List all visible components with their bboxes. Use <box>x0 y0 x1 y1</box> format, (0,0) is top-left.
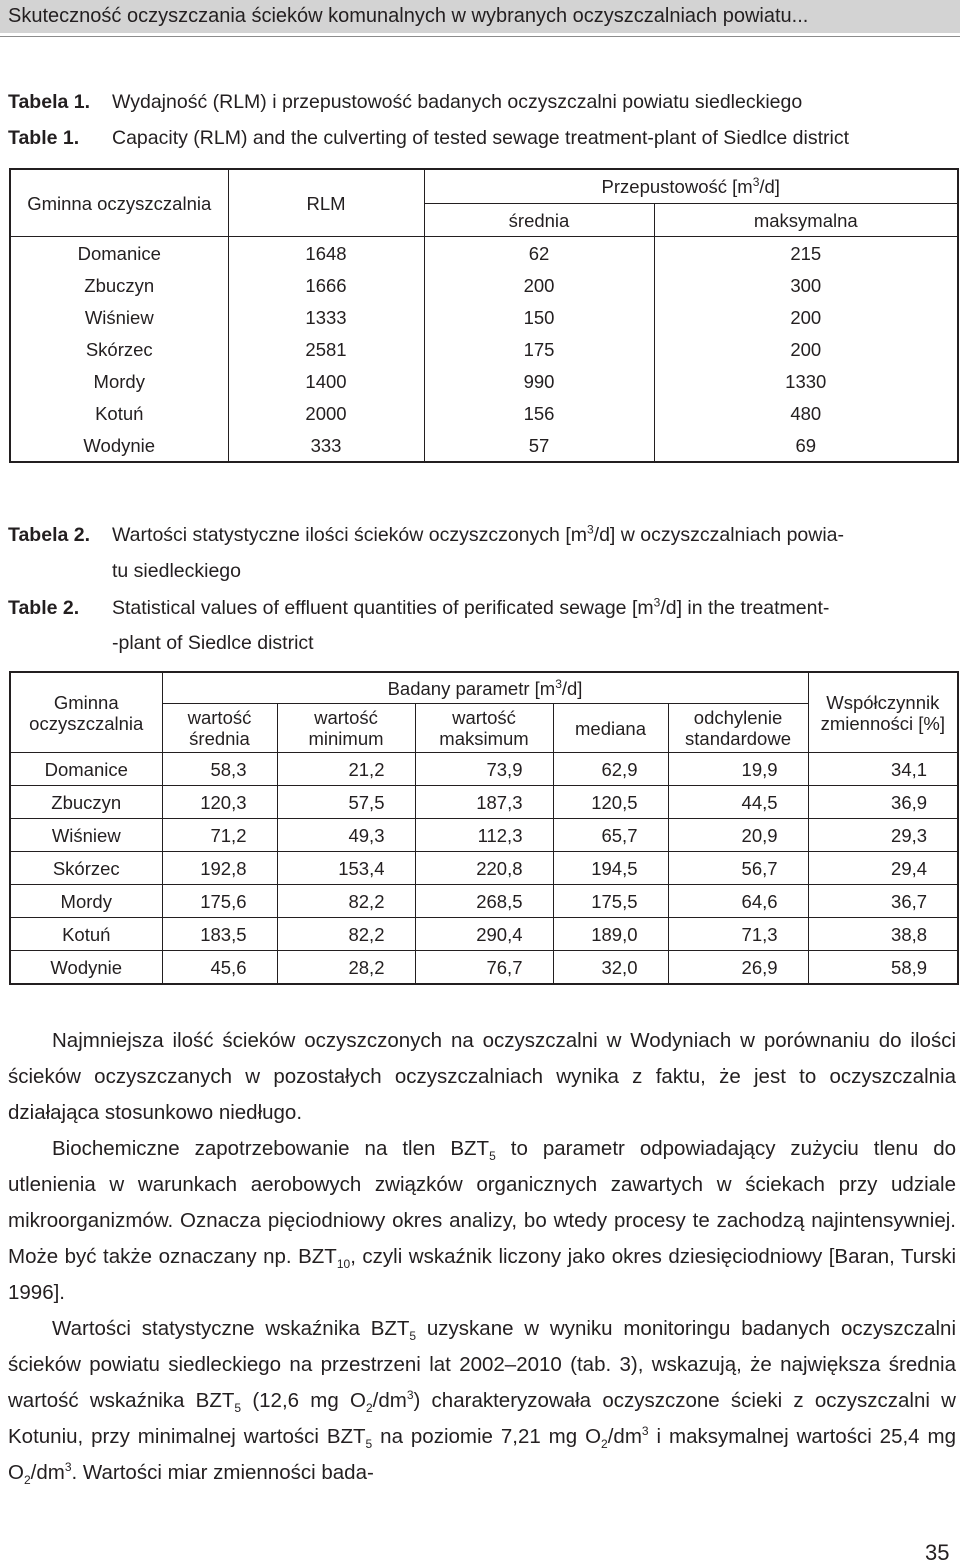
table1-header-capacity: Przepustowość $[m^3/d]$ <box>424 169 958 204</box>
plant-name-cell: Zbuczyn <box>10 786 162 819</box>
value-cell: 175 <box>424 333 654 365</box>
value-cell: 215 <box>654 237 958 270</box>
value-cell: 36,7 <box>808 885 958 918</box>
value-cell: 34,1 <box>808 753 958 786</box>
value-cell: 44,5 <box>668 786 808 819</box>
table-row <box>10 786 958 819</box>
table2-label-pl: Tabela 2. <box>8 524 91 546</box>
table1 <box>9 168 959 463</box>
value-cell: 112,3 <box>415 819 553 852</box>
table2-header-parameter: Badany parametr $[m^3/d]$ <box>162 672 808 704</box>
table1-label-en: Table 1. <box>8 127 80 149</box>
plant-name-cell: Wiśniew <box>10 301 228 333</box>
plant-name-cell: Wiśniew <box>10 819 162 852</box>
plant-name-cell: Skórzec <box>10 852 162 885</box>
value-cell: 120,3 <box>162 786 277 819</box>
value-cell: 1333 <box>228 301 424 333</box>
value-cell: 268,5 <box>415 885 553 918</box>
value-cell: 2581 <box>228 333 424 365</box>
value-cell: 192,8 <box>162 852 277 885</box>
paragraph-2: Biochemiczne zapotrzebowanie na tlen $BZT_5$ to parametr odpowiadający zużyciu tlenu do utlenienia w warunkach aerobowych związków organicznych zawartych w ściekach przy udziale mikroorganizmów. Oznacza pięciodniowy okres analizy, bo wtedy procesy te zachodzą najintensywniej. Może być także oznaczany np. $BZT_{10}$, czyli wskaźnik liczony jako okres dziesięciodniowy [Baran, Turski 1996]. <box>8 1137 957 1304</box>
value-cell: 194,5 <box>553 852 668 885</box>
value-cell: 45,6 <box>162 951 277 985</box>
value-cell: 19,9 <box>668 753 808 786</box>
plant-name-cell: Wodynie <box>10 429 228 462</box>
paragraph-1: Najmniejsza ilość ścieków oczyszczonych na oczyszczalni w Wodyniach w porównaniu do ilości ścieków oczyszczanych w pozostałych oczyszczalniach wynika z faktu, że jest to oczyszczalnia działająca stosunkowo niedługo. <box>8 1029 956 1124</box>
table2-title-pl-line2: tu siedleckiego <box>112 560 241 582</box>
table-row <box>10 918 958 951</box>
value-cell: 333 <box>228 429 424 462</box>
table-row <box>10 885 958 918</box>
plant-name-cell: Skórzec <box>10 333 228 365</box>
value-cell: 62,9 <box>553 753 668 786</box>
table2-header-cv: Współczynnik zmienności [%] <box>808 672 958 753</box>
table-row <box>10 429 958 462</box>
table-row <box>10 951 958 985</box>
value-cell: 28,2 <box>277 951 415 985</box>
plant-name-cell: Mordy <box>10 885 162 918</box>
plant-name-cell: Kotuń <box>10 397 228 429</box>
value-cell: 200 <box>654 333 958 365</box>
plant-name-cell: Mordy <box>10 365 228 397</box>
value-cell: 26,9 <box>668 951 808 985</box>
running-header-title: Skuteczność oczyszczania ścieków komunalnych w wybranych oczyszczalniach powiatu... <box>8 5 809 27</box>
value-cell: 150 <box>424 301 654 333</box>
value-cell: 49,3 <box>277 819 415 852</box>
table2-title-en-line2: -plant of Siedlce district <box>112 632 314 654</box>
value-cell: 300 <box>654 269 958 301</box>
table2 <box>9 671 959 985</box>
running-header <box>0 0 960 33</box>
table-row <box>10 301 958 333</box>
table2-title-pl-line1: Wartości statystyczne ilości ścieków oczyszczonych $[m^3/d]$ w oczyszczalniach powia- <box>112 522 845 546</box>
value-cell: 76,7 <box>415 951 553 985</box>
value-cell: 73,9 <box>415 753 553 786</box>
value-cell: 1330 <box>654 365 958 397</box>
value-cell: 57,5 <box>277 786 415 819</box>
plant-name-cell: Domanice <box>10 753 162 786</box>
value-cell: 29,4 <box>808 852 958 885</box>
table2-header-sd: odchylenie standardowe <box>668 704 808 753</box>
value-cell: 189,0 <box>553 918 668 951</box>
value-cell: 71,3 <box>668 918 808 951</box>
table-row <box>10 397 958 429</box>
table1-title-pl: Wydajność (RLM) i przepustowość badanych oczyszczalni powiatu siedleckiego <box>112 91 803 113</box>
value-cell: 480 <box>654 397 958 429</box>
plant-name-cell: Domanice <box>10 237 228 270</box>
value-cell: 32,0 <box>553 951 668 985</box>
table2-header-max: wartość maksimum <box>415 704 553 753</box>
value-cell: 82,2 <box>277 885 415 918</box>
page-number: 35 <box>925 1540 950 1565</box>
value-cell: 71,2 <box>162 819 277 852</box>
table1-header-rlm: RLM <box>228 169 424 237</box>
value-cell: 1400 <box>228 365 424 397</box>
value-cell: 153,4 <box>277 852 415 885</box>
plant-name-cell: Kotuń <box>10 918 162 951</box>
value-cell: 1648 <box>228 237 424 270</box>
plant-name-cell: Wodynie <box>10 951 162 985</box>
table1-header-avg: średnia <box>424 204 654 237</box>
table2-title-en-line1: Statistical values of effluent quantities of perificated sewage $[m^3/d]$ in the treatment- <box>112 595 830 619</box>
table2-header-median: mediana <box>553 704 668 753</box>
header-divider <box>0 36 960 37</box>
body-text <box>8 1023 956 1491</box>
table1-label-pl: Tabela 1. <box>8 91 91 113</box>
value-cell: 21,2 <box>277 753 415 786</box>
table2-header-plant: Gminna oczyszczalnia <box>10 672 162 753</box>
table-row <box>10 852 958 885</box>
value-cell: 990 <box>424 365 654 397</box>
value-cell: 200 <box>424 269 654 301</box>
value-cell: 38,8 <box>808 918 958 951</box>
value-cell: 56,7 <box>668 852 808 885</box>
table1-header-plant: Gminna oczyszczalnia <box>10 169 228 237</box>
value-cell: 187,3 <box>415 786 553 819</box>
value-cell: 183,5 <box>162 918 277 951</box>
table1-title-en: Capacity (RLM) and the culverting of tested sewage treatment-plant of Siedlce district <box>112 127 850 149</box>
value-cell: 65,7 <box>553 819 668 852</box>
table-row <box>10 269 958 301</box>
value-cell: 200 <box>654 301 958 333</box>
value-cell: 58,3 <box>162 753 277 786</box>
value-cell: 156 <box>424 397 654 429</box>
value-cell: 58,9 <box>808 951 958 985</box>
value-cell: 29,3 <box>808 819 958 852</box>
table-row <box>10 753 958 786</box>
value-cell: 120,5 <box>553 786 668 819</box>
value-cell: 175,5 <box>553 885 668 918</box>
value-cell: 69 <box>654 429 958 462</box>
plant-name-cell: Zbuczyn <box>10 269 228 301</box>
value-cell: 290,4 <box>415 918 553 951</box>
value-cell: 2000 <box>228 397 424 429</box>
table-row <box>10 365 958 397</box>
table2-header-mean: wartość średnia <box>162 704 277 753</box>
value-cell: 57 <box>424 429 654 462</box>
table2-label-en: Table 2. <box>8 597 80 619</box>
table1-header-max: maksymalna <box>654 204 958 237</box>
value-cell: 20,9 <box>668 819 808 852</box>
value-cell: 64,6 <box>668 885 808 918</box>
paragraph-3: Wartości statystyczne wskaźnika $BZT_5$ uzyskane w wyniku monitoringu badanych oczyszczalni ścieków powiatu siedleckiego na przestrzeni lat 2002–2010 (tab. 3), wskazują, że największa średnia wartość wskaźnika $BZT_5$ (12,6 mg $O_2/dm^3$) charakteryzowała oczyszczone ścieki z oczyszczalni w Kotuniu, przy minimalnej wartości $BZT_5$ na poziomie 7,21 mg $O_2/dm^3$ i maksymalnej wartości 25,4 mg $O_2/dm^3$. Wartości miar zmienności bada- <box>8 1317 957 1488</box>
value-cell: 82,2 <box>277 918 415 951</box>
value-cell: 175,6 <box>162 885 277 918</box>
value-cell: 62 <box>424 237 654 270</box>
table2-header-min: wartość minimum <box>277 704 415 753</box>
value-cell: 36,9 <box>808 786 958 819</box>
value-cell: 1666 <box>228 269 424 301</box>
table-row <box>10 819 958 852</box>
table-row <box>10 333 958 365</box>
table-row <box>10 237 958 270</box>
value-cell: 220,8 <box>415 852 553 885</box>
